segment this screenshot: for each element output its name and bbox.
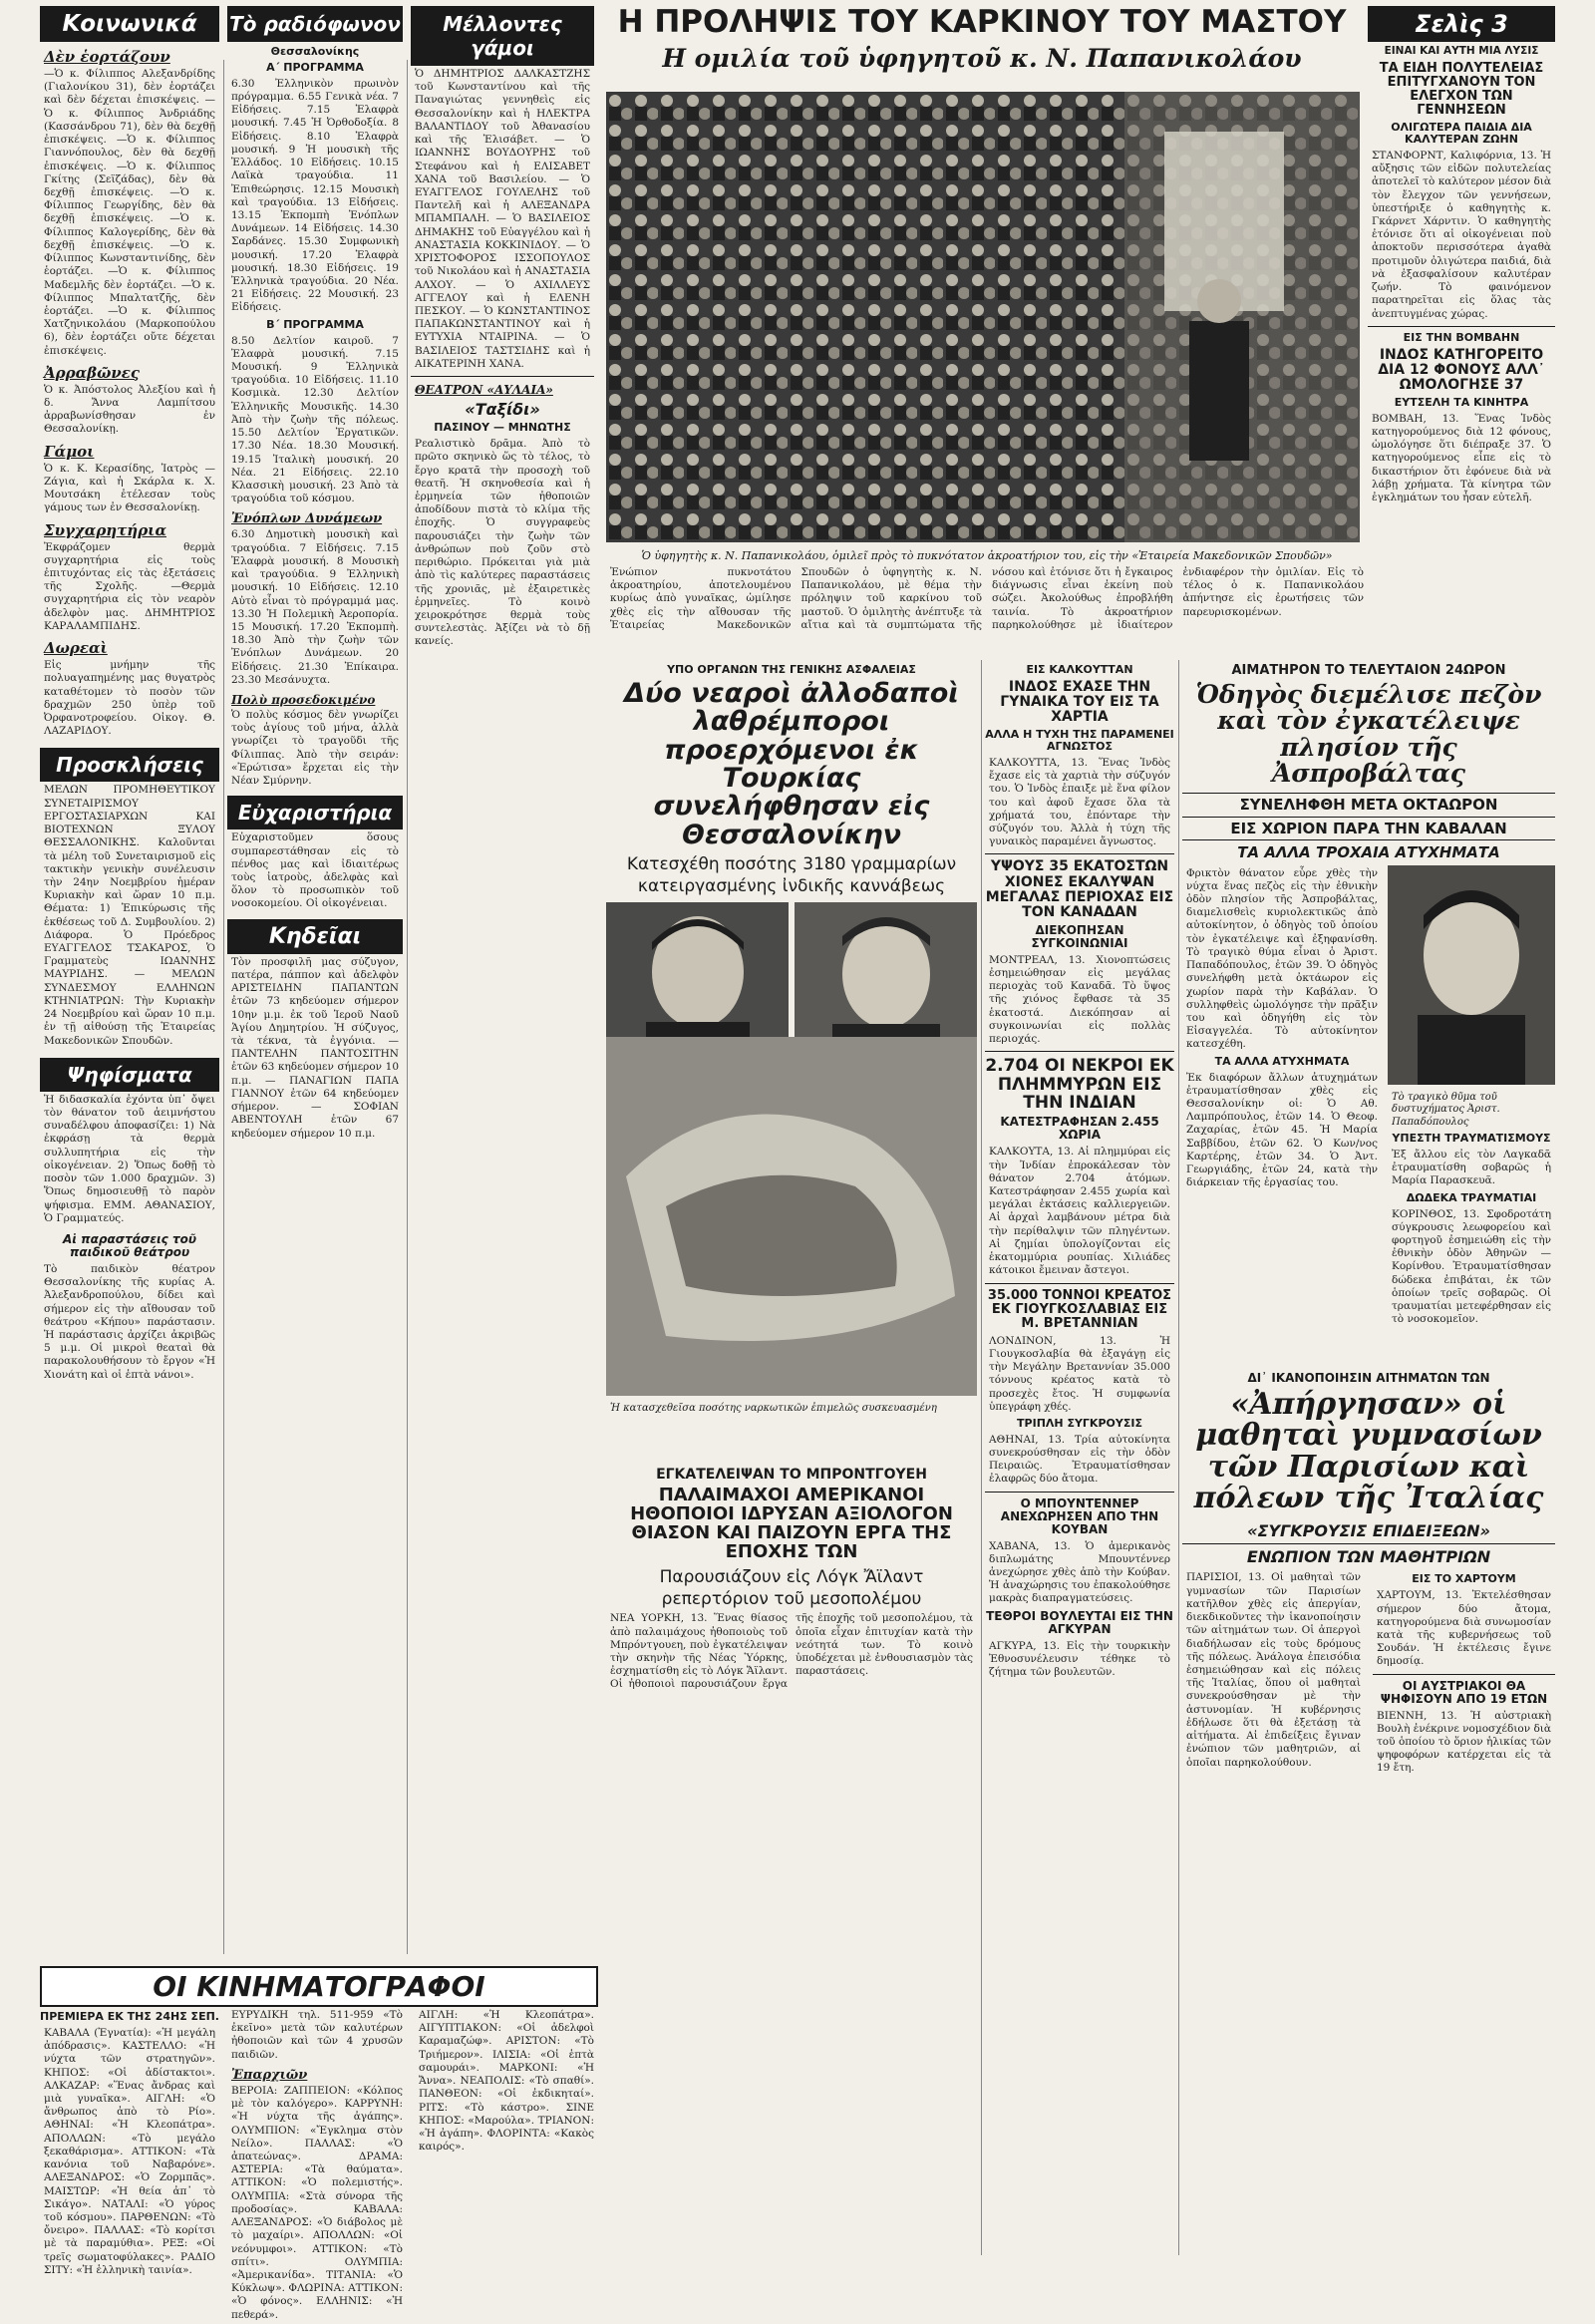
bombay-body: ΒΟΜΒΑΗ, 13. Ἕνας Ἰνδὸς κατηγορούμενος διὰ 12 φόνους, ὡμολόγησε ὅτι διέπραξε 37. Ὁ κατηγορούμενος εἶπε εἰς τὸ δικαστήριον ὅτι ἐφόνευε διὰ νὰ λάβῃ χρήματα. Τὰ κίνητρα τῶν ἐγκλημάτων του ἦσαν εὐτελῆ.	[1372, 412, 1551, 504]
cinemas-section	[40, 1966, 598, 2321]
kalkouta-body: ΚΑΛΚΟΥΤΤΑ, 13. Ἕνας Ἰνδὸς ἔχασε εἰς τὰ χαρτιὰ τὴν σύζυγόν του. Ὁ Ἰνδὸς ἐπαιξε μὲ ἕνα φίλον του καὶ ἀφοῦ ἔχασε ὅλα τὰ χρήματά του, ἐπόνταρε τὴν σύζυγόν του. Ἀλλὰ ἡ τύχη τῆς γυναικὸς παραμένει ἄγνωστος.	[989, 756, 1170, 848]
babies-body: ΣΤΑΝΦΟΡΝΤ, Καλιφόρνια, 13. Ἡ αὔξησις τῶν εἰδῶν πολυτελείας ἀποτελεῖ τὸ καλύτερον μέσον διὰ τὸν ἔλεγχον τῶν γεννήσεων, ὑπεστήριξε ὁ καθηγητὴς κ. Γκάρνετ Χάρντιν. Ὁ καθηγητὴς ἐτόνισε ὅτι αἱ οἰκογένειαι ποὺ ἀποκτοῦν περισσότερα ἀγαθὰ προτιμοῦν ὀλιγώτερα παιδιά, διὰ νὰ ἐξασφαλίσουν καλυτέραν ζωήν. Τὸ φαινόμενον παρατηρεῖται εἰς ὅλας τὰς ἀνεπτυγμένας χώρας.	[1372, 149, 1551, 320]
flood-title: 2.704 ΟΙ ΝΕΚΡΟΙ ΕΚ ΠΛΗΜΜΥΡΩΝ ΕΙΣ ΤΗΝ ΙΝΔΙΑΝ	[985, 1056, 1174, 1114]
main-article-body: Ἐνώπιον πυκνοτάτου ἀκροατηρίου, ἀποτελουμένου κυρίως ἀπὸ γυναῖκας, ὡμίλησε χθὲς εἰς τὴν αἴθουσαν τῆς Ἑταιρείας Μακεδονικῶν Σπουδῶν ὁ ὑφηγητὴς κ. Ν. Παπανικολάου, μὲ θέμα τὴν πρόληψιν τοῦ καρκίνου τοῦ μαστοῦ. Ὁ ὁμιλητὴς ἀνέπτυξε τὰ αἴτια καὶ τὰ συμπτώματα τῆς νόσου καὶ ἐτόνισε ὅτι ἡ ἔγκαιρος διάγνωσις εἶναι ἐκείνη ποὺ σώζει. Ἀκολούθως ἐπροβλήθη ταινία. Τὸ ἀκροατήριον παρηκολούθησε μὲ ἰδιαίτερον ἐνδιαφέρον τὴν ὁμιλίαν. Εἰς τὸ τέλος ὁ κ. Παπανικολάου ἀπήντησε εἰς ἐρωτήσεις τῶν παρευρισκομένων.	[610, 566, 1364, 631]
accident-kicker: ΑΙΜΑΤΗΡΟΝ ΤΟ ΤΕΛΕΥΤΑΙΟΝ 24ΩΡΟΝ	[1231, 663, 1506, 678]
accident-others-title: ΤΑ ΑΛΛΑ ΑΤΥΧΗΜΑΤΑ	[1214, 1054, 1350, 1068]
meat-body: ΛΟΝΔΙΝΟΝ, 13. Ἡ Γιουγκοσλαβία θὰ ἐξαγάγῃ εἰς τὴν Μεγάλην Βρεταννίαν 35.000 τόννους κρέατος κατὰ τὸ προσεχὲς ἔτος. Ἡ συμφωνία ὑπεγράφη χθές.	[989, 1334, 1170, 1413]
accident-title: Ὁδηγὸς διεμέλισε πεζὸν καὶ τὸν ἐγκατέλειψε πλησίον τῆς Ἀσπροβάλτας	[1195, 680, 1542, 788]
accident-body: Φρικτὸν θάνατον εὗρε χθὲς τὴν νύχτα ἕνας πεζὸς εἰς τὴν ἐθνικὴν ὁδὸν πλησίον τῆς Ἀσπροβάλτας, διαμελισθεὶς κυριολεκτικῶς ἀπὸ αὐτοκίνητον, ὁ ὁδηγὸς τοῦ ὁποίου τὸν ἐγκατέλειψε καὶ ἐξηφανίσθη. Τὸ τραγικὸ θύμα εἶναι ὁ Ἀριστ. Παπαδόπουλος, ἐτῶν 39. Ὁ ὁδηγὸς συνελήφθη μετὰ ὀκτάωρον εἰς χωρίον παρὰ τὴν Καβάλαν. Ὁ συλληφθεὶς ὡμολόγησε τὴν πρᾶξιν του καὶ ὁδηγήθη εἰς τὸν Εἰσαγγελέα. Τὸ αὐτοκίνητον κατεσχέθη.	[1186, 866, 1378, 1051]
divider-1	[223, 60, 224, 1954]
accident-sub2: ΕΙΣ ΧΩΡΙΟΝ ΠΑΡΑ ΤΗΝ ΚΑΒΑΛΑΝ	[1182, 817, 1555, 840]
flood-body: ΚΑΛΚΟΥΤΑ, 13. Αἱ πλημμύραι εἰς τὴν Ἰνδίαν ἐπροκάλεσαν τὸν θάνατον 2.704 ἀτόμων. Κατεστράφησαν 2.455 χωρία καὶ μεγάλαι ἐκτάσεις καλλιεργειῶν. Αἱ ἀρχαὶ λαμβάνουν μέτρα διὰ τὴν περίθαλψιν τῶν πληγέντων. Αἱ ζημίαι ὑπολογίζονται εἰς ἑκατομμύρια ρουπίας. Χιλιάδες κάτοικοι ἔμειναν ἄστεγοι.	[989, 1146, 1170, 1277]
body-prosklisis: ΜΕΛΩΝ ΠΡΟΜΗΘΕΥΤΙΚΟΥ ΣΥΝΕΤΑΙΡΙΣΜΟΥ ΕΡΓΟΣΤΑΣΙΑΡΧΩΝ ΚΑΙ ΒΙΟΤΕΧΝΩΝ ΞΥΛΟΥ ΘΕΣΣΑΛΟΝΙΚΗΣ. Καλοῦνται τὰ μέλη τοῦ Συνεταιρισμοῦ εἰς τακτικὴν γενικὴν συνέλευσιν τὴν 24ην Νοεμβρίου ἡμέραν Κυριακὴν καὶ ὥραν 10 π.μ. Θέματα: 1) Ἐπικύρωσις τῆς ἐκθέσεως τοῦ Δ. Συμβουλίου. 2) Διάφορα. Ὁ Πρόεδρος ΕΥΑΓΓΕΛΟΣ ΤΣΑΚΑΡΟΣ, Ὁ Γραμματεὺς ΙΩΑΝΝΗΣ ΜΑΥΡΙΔΗΣ. — ΜΕΛΩΝ ΣΥΝΔΕΣΜΟΥ ΕΛΛΗΝΩΝ ΚΤΗΝΙΑΤΡΩΝ: Τὴν Κυριακὴν 24 Νοεμβρίου καὶ ὥραν 10 π.μ. ἐν τῇ αἰθούσῃ τῆς Ἑταιρείας Μακεδονικῶν Σπουδῶν.	[44, 784, 215, 1047]
accident-wounded-title: ΥΠΕΣΤΗ ΤΡΑΥΜΑΤΙΣΜΟΥΣ	[1392, 1132, 1551, 1146]
subhead-gamoi: Γάμοι	[44, 442, 95, 461]
kalkouta-sub: ΑΛΛΑ Η ΤΥΧΗ ΤΗΣ ΠΑΡΑΜΕΝΕΙ ΑΓΝΩΣΤΟΣ	[985, 728, 1174, 754]
main-headline: Η ΠΡΟΛΗΨΙΣ ΤΟΥ ΚΑΡΚΙΝΟΥ ΤΟΥ ΜΑΣΤΟΥ	[617, 4, 1347, 40]
cinemas-list: ΚΑΒΑΛΑ (Ἐγνατία): «Ἡ μεγάλη ἀπόδρασις». ΚΑΣΤΕΛΛΟ: «Ἡ νύχτα τῶν στρατηγῶν». ΚΗΠΟΣ: «Οἱ ἀδίστακτοι». ΑΛΚΑΖΑΡ: «Ἕνας ἄνδρας καὶ μιὰ γυναῖκα». ΑΙΓΛΗ: «Ὁ ἄνθρωπος ἀπὸ τὸ Ρίο». ΑΘΗΝΑΙ: «Ἡ Κλεοπάτρα». ΑΠΟΛΛΩΝ: «Τὸ μεγάλο ξεκαθάρισμα». ΑΤΤΙΚΟΝ: «Τὰ κανόνια τοῦ Ναβαρόνε». ΑΛΕΞΑΝΔΡΟΣ: «Ὁ Ζορμπᾶς». ΜΑΙΣΤΩΡ: «Ἡ θεία ἀπ᾽ τὸ Σικάγο». ΝΑΤΑΛΙ: «Ὁ γύρος τοῦ κόσμου». ΠΑΡΘΕΝΩΝ: «Τὸ ὄνειρο». ΠΑΛΛΑΣ: «Τὸ κορίτσι μὲ τὰ παραμύθια». ΡΕΞ: «Οἱ τρεῖς σωματοφύλακες». ΡΑΔΙΟ ΣΙΤΥ: «Ἡ ἑλληνικὴ ταινία».	[44, 2026, 215, 2276]
body-arravones: Ὁ κ. Ἀπόστολος Ἀλεξίου καὶ ἡ δ. Ἄννα Λαμπίτσου ἀρραβωνίσθησαν ἐν Θεσσαλονίκῃ.	[44, 383, 215, 436]
body-parastasis: Τὸ παιδικὸν θέατρον Θεσσαλονίκης τῆς κυρίας Α. Ἀλεξανδροπούλου, δίδει καὶ σήμερον εἰς τὴν αἴθουσαν τοῦ θεάτρου «Κήπου» παράστασιν. Ἡ παράστασις ἀρχίζει ἀκριβῶς 5 μ.μ. Οἱ μικροὶ θεαταὶ θὰ παρακολουθήσουν τὸ ἔργον «Ἡ Χιονάτη καὶ οἱ ἑπτὰ νάνοι».	[44, 1262, 215, 1381]
triple-title: ΤΡΙΠΛΗ ΣΥΓΚΡΟΥΣΙΣ	[1017, 1416, 1142, 1430]
cinemas-title: ΟΙ ΚΙΝΗΜΑΤΟΓΡΑΦΟΙ	[40, 1966, 598, 2007]
section-header-kideia: Κηδεῖαι	[227, 919, 403, 954]
divider-4	[1178, 660, 1179, 2255]
body-gamoi: Ὁ κ. Κ. Κερασίδης, Ἰατρὸς — Ζάγια, καὶ ἡ Σκάρλα κ. Χ. Μουτσάκη ἐτέλεσαν τοὺς γάμους των ἐν Θεσσαλονίκῃ.	[44, 462, 215, 514]
cinemas-eparchion: ΒΕΡΟΙΑ: ΖΑΠΠΕΙΟΝ: «Κόλπος μὲ τὸν καλόγερο». ΚΑΡΡΥΝΗ: «Ἡ νύχτα τῆς ἀγάπης». ΟΛΥΜΠΙΟΝ: «Ἔγκλημα στὸν Νείλο». ΠΑΛΛΑΣ: «Ὁ ἀπατεώνας». ΔΡΑΜΑ: ΑΣΤΕΡΙΑ: «Τὰ θαύματα». ΑΤΤΙΚΟΝ: «Ὁ πολεμιστής». ΟΛΥΜΠΙΑ: «Στὰ σύνορα τῆς προδοσίας». ΚΑΒΑΛΑ: ΑΛΕΞΑΝΔΡΟΣ: «Ὁ διάβολος μὲ τὸ μαχαίρι». ΑΠΟΛΛΩΝ: «Οἱ νεόνυμφοι». ΑΤΤΙΚΟΝ: «Τὸ σπίτι». ΟΛΥΜΠΙΑ: «Ἀμερικανίδα». ΤΙΤΑΝΙΑ: «Ὁ Κύκλωψ». ΦΛΩΡΙΝΑ: ΑΤΤΙΚΟΝ: «Ὁ φόνος». ΕΛΛΗΝΙΣ: «Ἡ πεθερά».	[231, 2084, 404, 2321]
austria-body: ΒΙΕΝΝΗ, 13. Ἡ αὐστριακὴ Βουλὴ ἐνέκρινε νομοσχέδιον διὰ τοῦ ὁποίου τὸ ὅριον ἡλικίας τῶν ψηφοφόρων κατέρχεται εἰς τὰ 19 ἔτη.	[1377, 1709, 1552, 1775]
accident-others-body: Ἐκ διαφόρων ἄλλων ἀτυχημάτων ἐτραυματίσθησαν χθὲς εἰς Θεσσαλονίκην οἱ: Ὁ Αθ. Λαμπρόπουλος, ἐτῶν 14. Ὁ Θεοφ. Ζαχαρίας, ἐτῶν 45. Ἡ Μαρία Σαββίδου, ἐτῶν 62. Ὁ Κων/νος Καρτέρης, ἐτῶν 34. Ὁ Ἀντ. Γεωργιάδης, ἐτῶν 24, κατὰ τὴν διάρκειαν τῆς ἐργασίας του.	[1186, 1071, 1378, 1189]
body-dorea: Εἰς μνήμην τῆς πολυαγαπημένης μας θυγατρὸς καταθέτομεν τὸ ποσὸν τῶν δραχμῶν 250 ὑπὲρ τοῦ Ὀρφανοτροφείου. Οἰκογ. Θ. ΛΑΖΑΡΙΔΟΥ.	[44, 659, 215, 738]
hollywood-title: ΠΑΛΑΙΜΑΧΟΙ ΑΜΕΡΙΚΑΝΟΙ ΗΘΟΠΟΙΟΙ ΙΔΡΥΣΑΝ ΑΞΙΟΛΟΓΟΝ ΘΙΑΣΟΝ ΚΑΙ ΠΑΙΖΟΥΝ ΕΡΓΑ ΤΗΣ ΕΠΟΧΗΣ ΤΩΝ	[630, 1485, 953, 1562]
accident-dozen-title: ΔΩΔΕΚΑ ΤΡΑΥΜΑΤΙΑΙ	[1406, 1190, 1537, 1204]
divider-2	[407, 60, 408, 1954]
snow-sub: ΔΙΕΚΟΠΗΣΑΝ ΣΥΓΚΟΙΝΩΝΙΑΙ	[1031, 922, 1128, 950]
audience-photo	[606, 92, 1360, 542]
body-den-eortazoun: —Ὁ κ. Φίλιππος Αλεξανδρίδης (Γιαλονίκου 31), δὲν ἑορτάζει καὶ δὲν δέχεται ἐπισκέψεις. —Ὁ κ. Φίλιππος Ἀνδριάδης (Κασσάνδρου 71), δὲν θὰ δεχθῇ ἐπισκέψεις. —Ὁ κ. Φίλιππος Γιαννόπουλος, δὲν θὰ δεχθῇ ἐπισκέψεις. —Ὁ κ. Φίλιππος Γκίτης (Σεϊζάδας), δὲν θὰ δεχθῇ ἐπισκέψεις. —Ὁ κ. Φίλιππος Γεωργίδης, δὲν θὰ δεχθῇ ἐπισκέψεις. —Ὁ κ. Φίλιππος Καλογερίδης, δὲν θὰ δεχθῇ ἐπισκέψεις. —Ὁ κ. Φίλιππος Κωνσταντινίδης, δὲν ἑορτάζει. —Ὁ κ. Φίλιππος Μαδεμλῆς δὲν ἑορτάζει. —Ὁ κ. Φίλιππος Μπαλτατζῆς, δὲν ἑορτάζει. —Ὁ κ. Φίλιππος Χατζηνικολάου (Μαρκοπούλου 6), δὲν ἑορτάζει οὔτε δέχεται ἐπισκέψεις.	[44, 68, 215, 357]
students-article	[1182, 1368, 1555, 2265]
section-header-mellon: Μέλλοντες γάμοι	[411, 6, 594, 66]
flood-sub: ΚΑΤΕΣΤΡΑΦΗΣΑΝ 2.455 ΧΩΡΙΑ	[1000, 1115, 1159, 1143]
kalkouta-place: ΕΙΣ ΚΑΛΚΟΥΤΤΑΝ	[1026, 663, 1133, 676]
accident-sub1: ΣΥΝΕΛΗΦΘΗ ΜΕΤΑ ΟΚΤΑΩΡΟΝ	[1182, 793, 1555, 813]
rule-austria	[1373, 1674, 1555, 1675]
rule-theatre	[411, 376, 594, 377]
hollywood-sub1: Παρουσιάζουν εἰς Λόγκ Ἄϊλαντ	[659, 1566, 924, 1587]
rule-meat	[985, 1283, 1174, 1284]
cuba-title: Ο ΜΠΟΥΝΤΕΝΝΕΡ ΑΝΕΧΩΡΗΣΕΝ ΑΠΟ ΤΗΝ ΚΟΥΒΑΝ	[1000, 1495, 1159, 1536]
cinemas-eparchion-head: Ἐπαρχιῶν	[231, 2067, 308, 2083]
hollywood-kicker: ΕΓΚΑΤΕΛΕΙΨΑΝ ΤΟ ΜΠΡΟΝΤΓΟΥΕΗ	[656, 1467, 927, 1483]
subhead-sygcharitiria: Συγχαρητήρια	[44, 520, 166, 539]
snow-body: ΜΟΝΤΡΕΑΛ, 13. Χιονοπτώσεις ἐσημειώθησαν εἰς μεγάλας περιοχὰς τοῦ Καναδᾶ. Τὸ ὕψος τῆς χιόνος ἔφθασε τὰ 35 ἑκατοστά. Διεκόπησαν αἱ συγκοινωνίαι εἰς πολλὰς περιοχάς.	[989, 953, 1170, 1046]
narcotics-photo-2	[606, 1037, 977, 1416]
page-label: Σελὶς 3	[1368, 6, 1555, 42]
heading-program-a: Α΄ ΠΡΟΓΡΑΜΜΑ	[266, 60, 364, 74]
body-mellon: Ὁ ΔΗΜΗΤΡΙΟΣ ΔΑΛΚΑΣΤΖΗΣ τοῦ Κωνσταντίνου καὶ τῆς Παναγιώτας γεννηθεὶς εἰς Θεσσαλονίκην καὶ ἡ ΗΛΕΚΤΡΑ ΒΑΛΑΝΤΙΔΟΥ τοῦ Ἀθανασίου καὶ τῆς Ἐλισάβετ. — Ὁ ΙΩΑΝΝΗΣ ΒΟΥΔΟΥΡΗΣ τοῦ Στεφάνου καὶ ἡ ΕΛΙΣΑΒΕΤ ΧΑΝΑ τοῦ Βασιλείου. — Ὁ ΕΥΑΓΓΕΛΟΣ ΓΟΥΛΕΛΗΣ τοῦ Παντελῆ καὶ ἡ ΑΛΕΞΑΝΔΡΑ ΜΠΑΜΠΑΛΗ. — Ὁ ΒΑΣΙΛΕΙΟΣ ΔΗΜΑΚΗΣ τοῦ Εὐαγγέλου καὶ ἡ ΑΝΑΣΤΑΣΙΑ ΚΟΚΚΙΝΙΔΟΥ. — Ὁ ΧΡΙΣΤΟΦΟΡΟΣ ΙΣΣΟΠΟΥΛΟΣ τοῦ Νικολάου καὶ ἡ ΑΝΑΣΤΑΣΙΑ ΑΛΧΟΥ. — Ὁ ΑΧΙΛΛΕΥΣ ΑΓΓΕΛΟΥ καὶ ἡ ΕΛΕΝΗ ΠΕΣΚΟΥ. — Ὁ ΚΩΝΣΤΑΝΤΙΝΟΣ ΠΑΠΑΚΩΝΣΤΑΝΤΙΝΟΥ καὶ ἡ ΕΥΤΥΧΙΑ ΝΤΑΙΡΙΝΑ. — Ὁ ΒΑΣΙΛΕΙΟΣ ΤΑΣΤΣΙΔΗΣ καὶ ἡ ΑΙΚΑΤΕΡΙΝΗ ΧΑΝΑ.	[415, 68, 590, 370]
ankara-body: ΑΓΚΥΡΑ, 13. Εἰς τὴν τουρκικὴν Ἐθνοσυνέλευσιν τέθηκε τὸ ζήτημα τῶν βουλευτῶν.	[989, 1639, 1170, 1678]
heading-parastasis: Αἱ παραστάσεις τοῦ παιδικοῦ θεάτρου	[63, 1231, 196, 1259]
bombay-title: ΙΝΔΟΣ ΚΑΤΗΓΟΡΕΙΤΟ ΔΙΑ 12 ΦΟΝΟΥΣ ΑΛΛ᾽ ΩΜΟΛΟΓΗΣΕ 37	[1378, 346, 1545, 393]
kalkouta-title: ΙΝΔΟΣ ΕΧΑΣΕ ΤΗΝ ΓΥΝΑΙΚΑ ΤΟΥ ΕΙΣ ΤΑ ΧΑΡΤΙΑ	[1000, 678, 1159, 726]
rule-snow	[985, 853, 1174, 854]
rule-cuba	[985, 1492, 1174, 1493]
bombay-sub: ΕΥΤΣΕΛΗ ΤΑ ΚΙΝΗΤΡΑ	[1394, 395, 1529, 409]
accident-sub3: ΤΑ ΑΛΛΑ ΤΡΟΧΑΙΑ ΑΤΥΧΗΜΑΤΑ	[1237, 843, 1500, 862]
body-taxidi: Ρεαλιστικὸ δρᾶμα. Ἀπὸ τὸ πρῶτο σκηνικὸ ὥς τὸ τέλος, τὸ ἔργο κρατᾶ τὴν προσοχὴ τοῦ θεατῆ. Ἡ σκηνοθεσία καὶ ἡ ἑρμηνεία τῶν ἠθοποιῶν ἀποδίδουν πιστὰ τὸ κλίμα τῆς ἐποχῆς. Ὁ συγγραφεὺς παρουσιάζει τὴν ζωὴν τῶν ἀνθρώπων ποὺ ζοῦν στὸ περιθώριο. Πρόκειται γιὰ μιὰ ἀπὸ τὶς καλύτερες παραστάσεις τῆς χρονιᾶς, μὲ ἐξαιρετικὲς ἑρμηνεῖες. Τὸ κοινὸ χειροκρότησε θερμὰ τοὺς συντελεστὰς. Ἀξίζει νὰ τὸ δῇ κανείς.	[415, 438, 590, 648]
body-program-b: 8.50 Δελτίον καιροῦ. 7 Ἐλαφρὰ μουσική. 7.15 Μουσική. 9 Ἐλληνικὰ τραγούδια. 10 Εἰδήσεις. 11.10 Κοσμικὰ. 12.30 Δελτίον Ἑλληνικῆς Μουσικῆς. 14.30 Ἀπὸ τὴν ζωὴν τῆς πόλεως. 15.50 Δελτίον Ἐργατικῶν. 17.30 Νέα. 18.30 Μουσική. 19.15 Ἰταλικὴ μουσική. 20 Νέα. 21 Εἰδήσεις. 22.10 Κλασσικὴ μουσική. 23 Ἀπὸ τὰ τραγούδια τοῦ κόσμου.	[231, 334, 399, 505]
body-program-a: 6.30 Ἐλληνικὸν πρωινὸν πρόγραμμα. 6.55 Γενικὰ νέα. 7 Εἰδήσεις. 7.15 Ἐλαφρὰ μουσική. 7.45 Ἡ Ὀρθοδοξία. 8 Εἰδήσεις. 8.10 Ἐλαφρὰ μουσική. 9 Ἡ μουσικὴ τῆς Ἑλλάδος. 10 Εἰδήσεις. 10.15 Λαϊκὰ τραγούδια. 11 Ἐπιθεώρησις. 12.15 Μουσικὴ καὶ τραγούδια. 13 Εἰδήσεις. 13.15 Ἐκπομπὴ Ἐνόπλων Δυνάμεων. 14 Εἰδήσεις. 14.30 Σαρδάνες. 15.30 Συμφωνικὴ μουσική. 17.20 Ἐλαφρὰ μουσική. 18.30 Εἰδήσεις. 19 Ἐλληνικὰ τραγούδια. 20 Νέα. 21 Εἰδήσεις. 22 Μουσική. 23 Εἰδήσεις.	[231, 77, 399, 314]
body-poli: Ὁ πολὺς κόσμος δὲν γνωρίζει τοὺς ἁγίους τοῦ μήνα, ἀλλὰ γνωρίζει τὸ τραγοῦδι τῆς Φίλιππας. Ἀπὸ τὴν σειράν: «Ἐρώτισα» ἔρχεται εἰς τὴν Νέαν Σμύρνην.	[231, 709, 399, 788]
hollywood-body: ΝΕΑ ΥΟΡΚΗ, 13. Ἕνας θίασος ἀπὸ παλαιμάχους ἠθοποιοὺς τοῦ Μπρόντγουεη, ποὺ ἐγκατέλειψαν τὴν σκηνὴν τῆς Νέας Ὑόρκης, ἐσχηματίσθη εἰς τὸ Λόγκ Ἄϊλαντ. Οἱ ἠθοποιοὶ παρουσιάζουν ἔργα τῆς ἐποχῆς τοῦ μεσοπολέμου, τὰ ὁποῖα εἶχαν ἐπιτυχίαν κατὰ τὴν νεότητά των. Τὸ κοινὸ ὑποδέχεται μὲ ἐνθουσιασμὸν τὰς παραστάσεις.	[610, 1612, 973, 1691]
narc-title: Δύο νεαροὶ ἀλλοδαποὶ λαθρέμποροι προερχόμενοι ἐκ Τουρκίας συνελήφθησαν εἰς Θεσσαλονίκην	[624, 677, 959, 850]
column-social	[40, 0, 219, 2278]
section-header-koinonika: Κοινωνικά	[40, 6, 219, 42]
meat-title: 35.000 ΤΟΝΝΟΙ ΚΡΕΑΤΟΣ ΕΚ ΓΙΟΥΓΚΟΣΛΑΒΙΑΣ ΕΙΣ Μ. ΒΡΕΤΑΝΝΙΑΝ	[987, 1287, 1172, 1331]
students-title: «Ἀπήργησαν» οἱ μαθηταὶ γυμνασίων τῶν Παρισίων καὶ πόλεων τῆς Ἰταλίας	[1193, 1386, 1544, 1516]
victim-photo	[1388, 865, 1555, 1085]
rule-bombay	[1368, 326, 1555, 327]
accident-article	[1182, 660, 1555, 1358]
cinemas-eyrydiki: ΕΥΡΥΔΙΚΗ τηλ. 511-959 «Τὸ ἐκεῖνο» μετὰ τῶν καλυτέρων ἠθοποιῶν καὶ τῶν 4 χρυσῶν παιδιῶν.	[231, 2009, 403, 2061]
snow-title: ΥΨΟΥΣ 35 ΕΚΑΤΟΣΤΩΝ ΧΙΟΝΕΣ ΕΚΑΛΥΨΑΝ ΜΕΓΑΛΑΣ ΠΕΡΙΟΧΑΣ ΕΙΣ ΤΟΝ ΚΑΝΑΔΑΝ	[985, 858, 1174, 920]
narcotics-article	[606, 660, 977, 1034]
students-kicker: ΔΙ᾽ ΙΚΑΝΟΠΟΙΗΣΙΝ ΑΙΤΗΜΑΤΩΝ ΤΩΝ	[1247, 1371, 1490, 1385]
cinemas-premiere: ΠΡΕΜΙΕΡΑ ΕΚ ΤΗΣ 24ΗΣ ΣΕΠ.	[40, 2010, 219, 2023]
body-eucharistiria: Εὐχαριστοῦμεν ὅσους συμπαρεστάθησαν εἰς τὸ πένθος μας καὶ ἰδιαιτέρως τοὺς ἰατροὺς, ἀδελφὰς καὶ ὅλον τὸ προσωπικὸν τοῦ νοσοκομείου. Οἱ οἰκογένειαι.	[231, 831, 399, 910]
students-sub1: «ΣΥΓΚΡΟΥΣΙΣ ΕΠΙΔΕΙΞΕΩΝ»	[1247, 1520, 1490, 1540]
section-header-eucharistiria: Εὐχαριστήρια	[227, 796, 403, 830]
bombay-place: ΕΙΣ ΤΗΝ ΒΟΜΒΑΗΝ	[1403, 330, 1520, 344]
main-subheadline: Η ομιλία τοῦ ὑφηγητοῦ κ. Ν. Παπανικολάου	[662, 44, 1302, 73]
victim-caption: Τὸ τραγικὸ θῦμα τοῦ δυστυχήματος Ἀριστ. Παπαδόπουλος	[1392, 1091, 1500, 1128]
khartoum-title: ΕΙΣ ΤΟ ΧΑΡΤΟΥΜ	[1412, 1572, 1516, 1586]
section-header-radio: Τὸ ραδιόφωνον	[227, 6, 403, 42]
heading-taxidi: «Ταξίδι»	[465, 400, 540, 420]
body-enoploi: 6.30 Δημοτικὴ μουσικὴ καὶ τραγούδια. 7 Εἰδήσεις. 7.15 Ἐλαφρὰ μουσική. 8 Μουσικὴ καὶ τραγούδια. 9 Ἐλληνικὴ μουσική. 10 Εἰδήσεις. 12.10 Αὐτὸ εἶναι τὸ πρόγραμμά μας. 13.30 Ἡ Πολεμικὴ Ἀεροπορία. 15 Μουσική. 17.20 Ἐκπομπὴ. 18.30 Ἀπὸ τὴν ζωὴν τῶν Ἐνόπλων Δυνάμεων. 20 Εἰδήσεις. 21.30 Ἐπίκαιρα. 23.30 Μεσάνυχτα.	[231, 528, 399, 686]
column-radio	[227, 0, 403, 2278]
subhead-poli: Πολὺ προσεδοκιμένο	[231, 693, 376, 708]
cuba-body: ΧΑΒΑΝΑ, 13. Ὁ ἀμερικανὸς διπλωμάτης Μπουντέννερ ἀνεχώρησε χθὲς ἀπὸ τὴν Κούβαν. Ἡ ἀναχώρησις του ἐπακολούθησε μακρὰς διαπραγματεύσεις.	[989, 1539, 1170, 1605]
triple-body: ΑΘΗΝΑΙ, 13. Τρία αὐτοκίνητα συνεκρούσθησαν εἰς τὴν ὁδὸν Πειραιῶς. Ἐτραυματίσθησαν ἐλαφρῶς δύο ἄτομα.	[989, 1433, 1170, 1486]
khartoum-body: ΧΑΡΤΟΥΜ, 13. Ἐκτελέσθησαν σήμερον δύο ἄτομα, κατηγορούμενα διὰ συνωμοσίαν κατὰ τῆς κυβερνήσεως τοῦ Σουδάν. Ἡ ἐκτέλεσις ἔγινε δημοσίᾳ.	[1377, 1589, 1551, 1668]
column-weddings-theatre	[411, 0, 594, 1979]
accident-dozen-body: ΚΟΡΙΝΘΟΣ, 13. Σφοδροτάτη σύγκρουσις λεωφορείου καὶ φορτηγοῦ ἐσημειώθη εἰς τὴν ἐθνικὴν ὁδὸν Ἀθηνῶν — Κορίνθου. Ἐτραυματίσθησαν δώδεκα ἐπιβάται, ἐκ τῶν ὁποίων τρεῖς σοβαρῶς. Οἱ τραυματίαι μετεφέρθησαν εἰς τὸ νοσοκομεῖον.	[1392, 1207, 1551, 1326]
radio-city: Θεσσαλονίκης	[270, 45, 360, 58]
heading-program-b: Β΄ ΠΡΟΓΡΑΜΜΑ	[266, 317, 364, 331]
section-header-prosklisis: Προσκλήσεις	[40, 748, 219, 782]
subhead-dorea: Δωρεαὶ	[44, 639, 108, 658]
students-body: ΠΑΡΙΣΙΟΙ, 13. Οἱ μαθηταὶ τῶν γυμνασίων τῶν Παρισίων κατῆλθον χθὲς εἰς ἀπεργίαν, διεκδικοῦντες τὴν ἱκανοποίησιν τῶν αἰτημάτων των. Οἱ ἀπεργοὶ διαδήλωσαν εἰς τοὺς δρόμους τῆς πόλεως. Ἀνάλογα ἐπεισόδια ἐσημειώθησαν καὶ εἰς πόλεις τῆς Ἰταλίας, ὅπου οἱ μαθηταὶ συνεκρούσθησαν μὲ τὴν ἀστυνομίαν. Ἡ κυβέρνησις ἐδήλωσε ὅτι θὰ ἐξετάσῃ τὰ αἰτήματα. Αἱ ἐπιδείξεις ἔγιναν ἐνώπιον τῶν μαθητριῶν, αἱ ὁποῖαι παρηκολούθουν.	[1186, 1571, 1361, 1769]
austria-title: ΟΙ ΑΥΣΤΡΙΑΚΟΙ ΘΑ ΨΗΦΙΣΟΥΝ ΑΠΟ 19 ΕΤΩΝ	[1380, 1678, 1548, 1706]
body-sygcharitiria: Ἐκφράζομεν θερμὰ συγχαρητήρια εἰς τοὺς ἐπιτυχόντας εἰς τὰς ἐξετάσεις τῆς Σχολῆς. —Θερμὰ συγχαρητήρια εἰς τὸν νεαρὸν ἀδελφὸν μας. ΔΗΜΗΤΡΙΟΣ ΚΑΡΑΛΑΜΠΙΔΗΣ.	[44, 540, 215, 632]
babies-sub: ΟΛΙΓΩΤΕΡΑ ΠΑΙΔΙΑ ΔΙΑ ΚΑΛΥΤΕΡΑΝ ΖΩΗΝ	[1391, 121, 1532, 146]
subhead-den-eortazoun: Δὲν ἑορτάζουν	[44, 48, 170, 66]
accident-wounded-body: Ἐξ ἄλλου εἰς τὸν Λαγκαδᾶ ἐτραυματίσθη σοβαρῶς ἡ Μαρία Παρασκευᾶ.	[1392, 1148, 1551, 1187]
taxidi-author: ΠΑΣΙΝΟΥ — ΜΗΝΩΤΗΣ	[434, 421, 571, 435]
narcotics-package-photo	[606, 1037, 977, 1396]
body-psifismata: Ἡ διδασκαλία ἐχόντα ὑπ᾽ ὄψει τὸν θάνατον τοῦ ἀειμνήστου συναδέλφου ἀποφασίζει: 1) Νὰ ἐκφράσῃ τὰ θερμὰ συλλυπητήρια εἰς τὴν οἰκογένειαν. 2) Ὅπως δοθῇ τὸ ποσὸν τῶν 1.000 δραχμῶν. 3) Ὅπως δημοσιευθῇ τὸ παρὸν ψήφισμα. ΕΜΜ. ΑΘΑΝΑΣΙΟΥ, Ὁ Γραμματεύς.	[44, 1093, 215, 1224]
divider-3	[981, 660, 982, 2255]
subhead-arravones: Ἀρραβῶνες	[44, 363, 141, 382]
babies-title: ΤΑ ΕΙΔΗ ΠΟΛΥΤΕΛΕΙΑΣ ΕΠΙΤΥΓΧΑΝΟΥΝ ΤΟΝ ΕΛΕΓΧΟΝ ΤΩΝ ΓΕΝΝΗΣΕΩΝ	[1379, 61, 1544, 119]
subhead-theatron: ΘΕΑΤΡΟΝ «ΑΥΛΑΙΑ»	[415, 383, 553, 398]
page-note: ΕΙΝΑΙ ΚΑΙ ΑΥΤΗ ΜΙΑ ΛΥΣΙΣ	[1384, 45, 1539, 57]
world-news-column	[985, 660, 1174, 2265]
narc-sub2: κατειργασμένης ἰνδικῆς καννάβεως	[637, 876, 946, 897]
narc-sub1: Κατεσχέθη ποσότης 3180 γραμμαρίων	[626, 853, 957, 874]
students-sub2: ΕΝΩΠΙΟΝ ΤΩΝ ΜΑΘΗΤΡΙΩΝ	[1182, 1543, 1555, 1565]
subhead-enoploi: Ἐνόπλων Δυνάμεων	[231, 511, 383, 527]
page-number-box	[1368, 6, 1555, 61]
body-kideia: Τὸν προσφιλῆ μας σύζυγον, πατέρα, πάππον καὶ ἀδελφὸν ΑΡΙΣΤΕΙΔΗΝ ΠΑΠΑΝΤΩΝ ἐτῶν 73 κηδεύομεν σήμερον 10ην μ.μ. ἐκ τοῦ Ἱεροῦ Ναοῦ Ἁγίου Δημητρίου. Ἡ σύζυγος, τὰ τέκνα, τὰ ἐγγόνια. — ΠΑΝΤΕΛΗΝ ΠΑΝΤΟΣΙΤΗΝ ἐτῶν 63 κηδεύομεν σήμερον 10 π.μ. — ΠΑΝΑΓΙΩΝ ΠΑΠΑ ΓΙΑΝΝΟΥ ἐτῶν 64 κηδεύομεν σήμερον. — ΣΟΦΙΑΝ ΑΒΕΝΤΟΥΛΗ ἐτῶν 67 κηδεύομεν σήμερον 10 π.μ.	[231, 955, 399, 1140]
narc-caption-2: Ἡ κατασχεθεῖσα ποσότης ναρκωτικῶν ἐπιμελῶς συσκευασμένη	[610, 1403, 937, 1414]
rule-flood	[985, 1051, 1174, 1052]
hollywood-sub2: ρεπερτόριον τοῦ μεσοπολέμου	[661, 1589, 922, 1610]
hollywood-article	[606, 1464, 977, 1803]
narc-kicker: ΥΠΟ ΟΡΓΑΝΩΝ ΤΗΣ ΓΕΝΙΚΗΣ ΑΣΦΑΛΕΙΑΣ	[667, 663, 916, 676]
right-column-top	[1368, 58, 1555, 656]
section-header-psifismata: Ψηφίσματα	[40, 1058, 219, 1092]
audience-photo-image	[606, 92, 1360, 542]
ankara-title: ΤΕΘΡΟΙ ΒΟΥΛΕΥΤΑΙ ΕΙΣ ΤΗΝ ΑΓΚΥΡΑΝ	[986, 1608, 1173, 1636]
audience-photo-caption: Ὁ ὑφηγητὴς κ. Ν. Παπανικολάου, ὁμιλεῖ πρὸς τὸ πυκνότατον ἀκροατήριον του, εἰς τὴν «Ἑταιρεία Μακεδονικῶν Σπουδῶν»	[641, 549, 1333, 562]
cinemas-extra: ΑΙΓΛΗ: «Ἡ Κλεοπάτρα». ΑΙΓΥΠΤΙΑΚΟΝ: «Οἱ ἀδελφοὶ Καραμαζώφ». ΑΡΙΣΤΟΝ: «Τὸ Τριήμερον». ΙΛΙΣΙΑ: «Οἱ ἑπτὰ σαμουράι». ΜΑΡΚΟΝΙ: «Ἡ Ἄννα». ΝΕΑΠΟΛΙΣ: «Τὸ σπαθί». ΠΑΝΘΕΟΝ: «Οἱ ἐκδικηταί». ΡΙΤΣ: «Τὸ κάστρο». ΣΙΝΕ ΚΗΠΟΣ: «Μαρούλα». ΤΡΙΑΝΟΝ: «Ἡ ἀγάπη». ΦΛΟΡΙΝΤΑ: «Κακὸς καιρός».	[419, 2009, 594, 2154]
